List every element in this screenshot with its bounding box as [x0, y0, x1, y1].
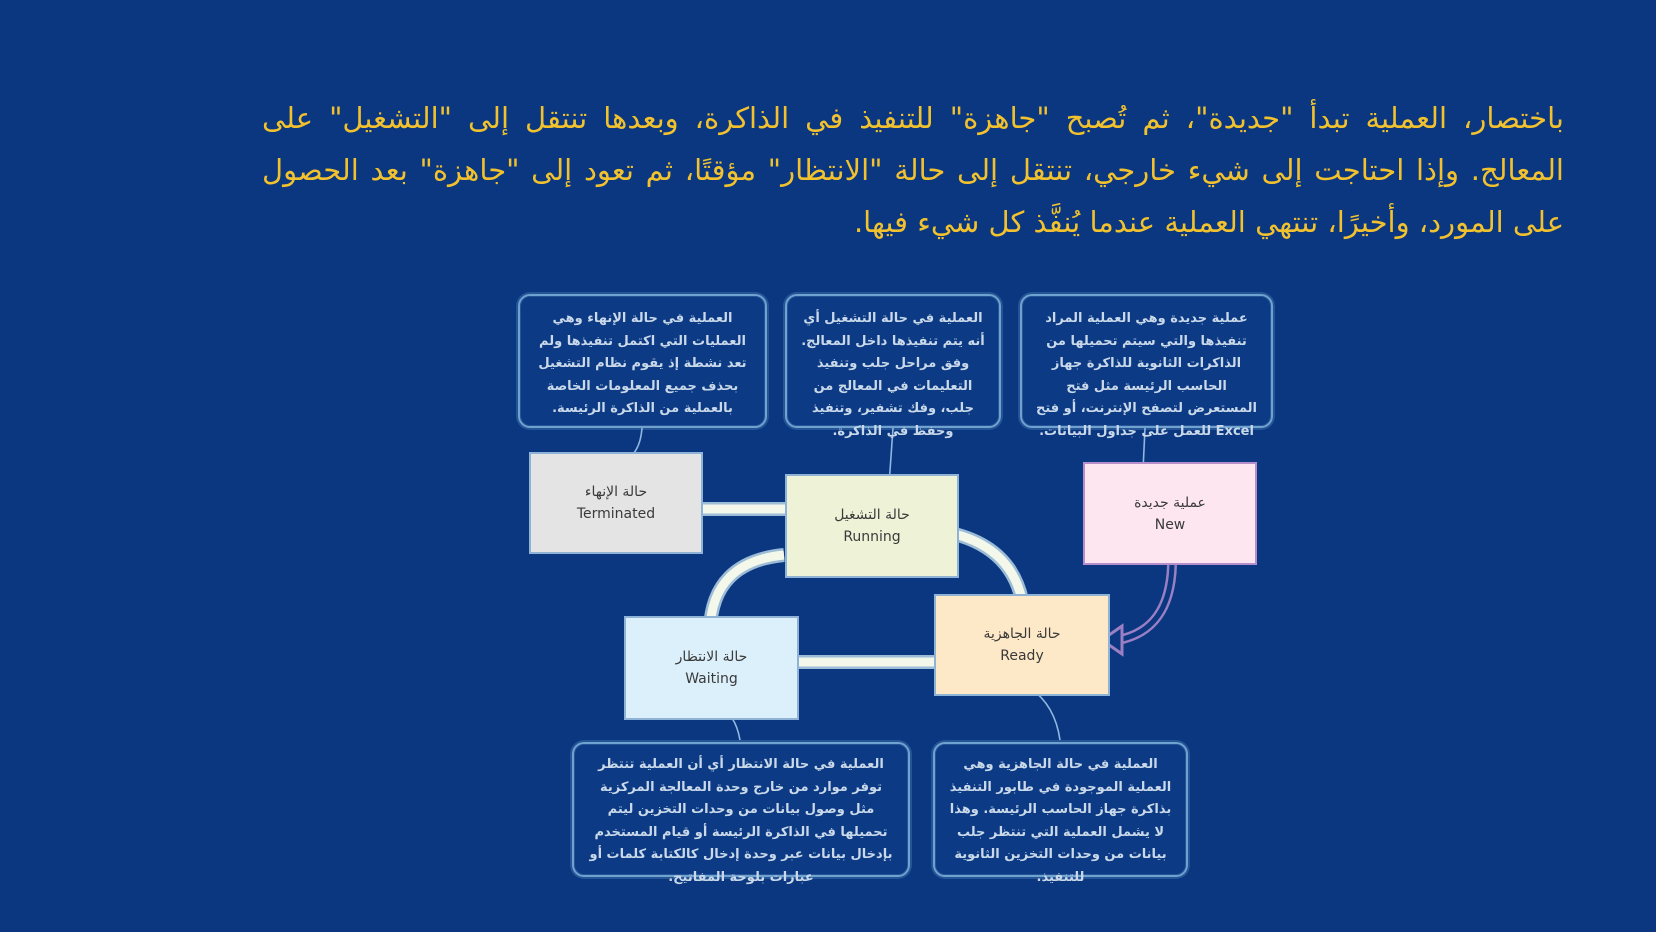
callout-waiting: العملية في حالة الانتظار أي أن العملية تنتظر توفر موارد من خارج وحدة المعالجة المركزية مثل وصول بيانات من وحدات التخزين ليتم تحميلها في الذاكرة الرئيسة أو قيام المستخدم بإدخال بيانات عبر وحدة إدخال كالكتابة كلمات أو عبارات بلوحة المفاتيح.: [572, 742, 910, 877]
state-new-ar: عملية جديدة: [1134, 494, 1206, 511]
state-ready-ar: حالة الجاهزية: [983, 626, 1061, 642]
summary-paragraph: باختصار، العملية تبدأ "جديدة"، ثم تُصبح "جاهزة" للتنفيذ في الذاكرة، وبعدها تنتقل إلى "التشغيل" على المعالج. وإذا احتاجت إلى شيء خارجي، تنتقل إلى حالة "الانتظار" مؤقتًا، ثم تعود إلى "جاهزة" بعد الحصول على المورد، وأخيرًا، تنتهي العملية عندما يُنفَّذ كل شيء فيها.: [262, 101, 1564, 239]
state-terminated-en: Terminated: [576, 506, 656, 522]
state-new: [1083, 462, 1257, 565]
callout-running: العملية في حالة التشغيل أي أنه يتم تنفيذها داخل المعالج. وفق مراحل جلب وتنفيذ التعليمات في المعالج من جلب، وفك تشفير، وتنفيذ وحفظ في الذاكرة.: [785, 294, 1001, 428]
state-terminated: [529, 452, 703, 554]
state-new-en: New: [1154, 516, 1186, 533]
state-ready-en: Ready: [1000, 648, 1044, 664]
state-waiting: [624, 616, 799, 720]
state-running-ar: حالة التشغيل: [834, 507, 910, 523]
state-waiting-ar: حالة الانتظار: [675, 649, 748, 665]
callout-terminated: العملية في حالة الإنهاء وهي العمليات التي اكتمل تنفيذها ولم تعد نشطة إذ يقوم نظام التشغيل بحذف جميع المعلومات الخاصة بالعملية من الذاكرة الرئيسة.: [518, 294, 767, 428]
callout-ready: العملية في حالة الجاهزية وهي العملية الموجودة في طابور التنفيذ بذاكرة جهاز الحاسب الرئيسة. وهذا لا يشمل العملية التي تنتظر جلب بيانات من وحدات التخزين الثانوية للتنفيذ.: [933, 742, 1188, 877]
arrow-new-to-ready: [1102, 565, 1172, 654]
state-terminated-ar: حالة الإنهاء: [584, 484, 648, 500]
callout-new: عملية جديدة وهي العملية المراد تنفيذها والتي سيتم تحميلها من الذاكرات الثانوية للذاكرة جهاز الحاسب الرئيسة مثل فتح المستعرض لتصفح الإنترنت، أو فتح Excel للعمل على جداول البيانات.: [1020, 294, 1273, 428]
state-ready: [934, 594, 1110, 696]
state-running-en: Running: [843, 529, 901, 545]
state-waiting-en: Waiting: [685, 671, 738, 687]
state-running: [785, 474, 959, 578]
